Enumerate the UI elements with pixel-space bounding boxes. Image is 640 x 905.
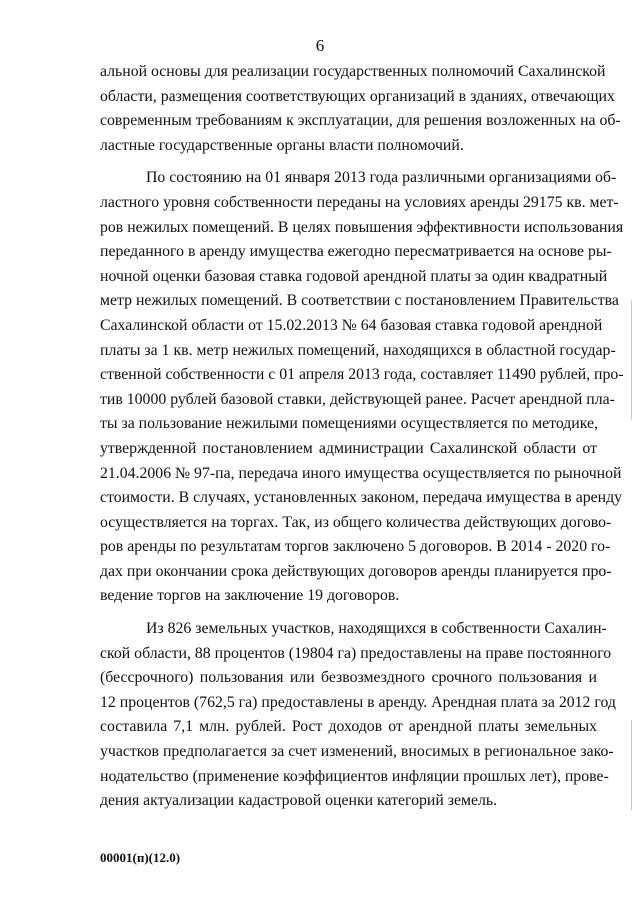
text-line: участков предполагается за счет изменений, вносимых в региональное зако- bbox=[100, 743, 614, 761]
text-line: По состоянию на 01 января 2013 года различными организациями об- bbox=[146, 169, 617, 187]
text-line: дения актуализации кадастровой оценки категорий земель. bbox=[100, 792, 498, 810]
text-line: метр нежилых помещений. В соответствии с постановлением Правительства bbox=[100, 292, 619, 310]
text-line: стоимости. В случаях, установленных законом, передача имущества в аренду bbox=[100, 489, 623, 507]
text-line: ты за пользование нежилыми помещениями осуществляется по методике, bbox=[100, 415, 599, 433]
text-line: ров аренды по результатам торгов заключено 5 договоров. В 2014 - 2020 го- bbox=[100, 538, 611, 556]
text-line: Сахалинской области от 15.02.2013 № 64 базовая ставка годовой арендной bbox=[100, 316, 603, 334]
text-line: ластные государственные органы власти полномочий. bbox=[100, 136, 464, 154]
text-line: тив 10000 рублей базовой ставки, действующей ранее. Расчет арендной пла- bbox=[100, 390, 615, 408]
scan-edge-mark bbox=[631, 720, 632, 810]
text-line: ведение торгов на заключение 19 договоров. bbox=[100, 587, 400, 605]
text-line: ской области, 88 процентов (19804 га) предоставлены на праве постоянного bbox=[100, 644, 612, 662]
text-line: (бессрочного) пользования или безвозмездного срочного пользования и bbox=[100, 669, 597, 687]
text-line: утвержденной постановлением администрации Сахалинской области от bbox=[100, 439, 597, 457]
text-line: осуществляется на торгах. Так, из общего количества действующих догово- bbox=[100, 513, 612, 531]
document-code: 00001(п)(12.0) bbox=[100, 850, 181, 865]
document-body bbox=[100, 60, 624, 814]
text-line: дах при окончании срока действующих договоров аренды планируется про- bbox=[100, 562, 612, 580]
text-line: ственной собственности с 01 апреля 2013 года, составляет 11490 рублей, про- bbox=[100, 366, 624, 384]
text-line: альной основы для реализации государственных полномочий Сахалинской bbox=[100, 63, 606, 80]
text-line: платы за 1 кв. метр нежилых помещений, находящихся в областной государ- bbox=[100, 341, 616, 359]
paragraph bbox=[100, 166, 624, 609]
paragraph bbox=[100, 60, 621, 158]
text-line: ров нежилых помещений. В целях повышения эффективности использования bbox=[100, 218, 624, 236]
text-line: составила 7,1 млн. рублей. Рост доходов от арендной платы земельных bbox=[100, 718, 597, 736]
text-line: 21.04.2006 № 97-па, передача иного имущества осуществляется по рыночной bbox=[100, 464, 622, 482]
text-line: нодательство (применение коэффициентов инфляции прошлых лет), прове- bbox=[100, 767, 609, 785]
text-line: переданного в аренду имущества ежегодно пересматривается на основе ры- bbox=[100, 243, 612, 261]
text-line: области, размещения соответствующих организаций в зданиях, отвечающих bbox=[100, 87, 615, 105]
text-line: ночной оценки базовая ставка годовой арендной платы за один квадратный bbox=[100, 267, 608, 285]
page-number: 6 bbox=[315, 36, 325, 55]
paragraph bbox=[100, 617, 616, 814]
text-line: 12 процентов (762,5 га) предоставлены в аренду. Арендная плата за 2012 год bbox=[100, 693, 616, 711]
text-line: ластного уровня собственности переданы на условиях аренды 29175 кв. мет- bbox=[100, 193, 619, 211]
text-line: Из 826 земельных участков, находящихся в собственности Сахалин- bbox=[146, 620, 607, 638]
text-line: современным требованиям к эксплуатации, для решения возложенных на об- bbox=[100, 112, 621, 130]
scan-edge-mark bbox=[631, 300, 632, 420]
